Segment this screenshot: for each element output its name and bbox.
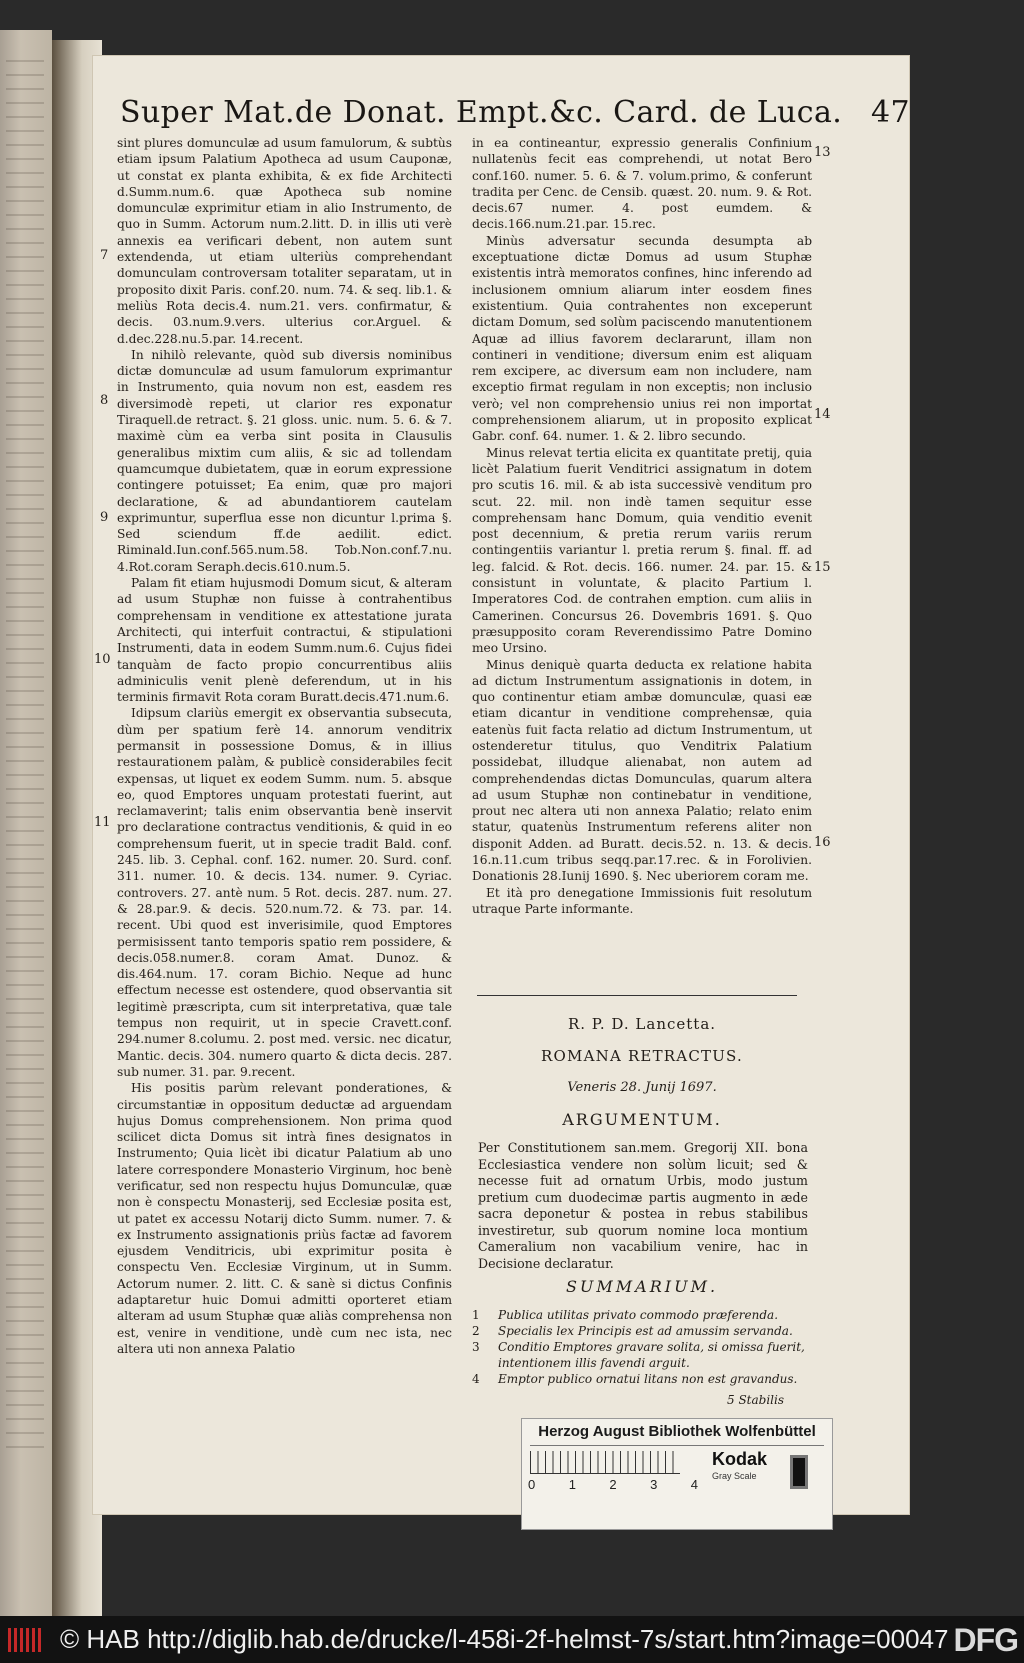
paragraph: Et ità pro denegatione Immissionis fuit resolutum utraque Parte informante. bbox=[472, 885, 812, 916]
paragraph: Minus deniquè quarta deducta ex relatione habita ad dictum Instrumentum assignationis in dotem, in quo continentur etiam ambæ domunculæ, quasi eæ etiam dicantur in venditione comprehensæ, quia eatenùs fuit facta relatio ad dictum Instrumentum, ut ostenderetur titulus, quo Venditrix Palatium possidebat, illudque alienabat, non autem ad comprehendendas dictas Domunculas, quarum altera ad usum Stuphæ non continebatur in venditione, prout nec altera uti non annexa Palatio; relato enim statur, quatenùs Instrumentum referens aliter non disponit Adden. ad Buratt. decis.52. n. 13. & decis. 16.n.11.cum tribus seqq.par.17.rec. & in Forolivien. Donationis 28.Iunij 1690. §. Nec uberiorem coram me. bbox=[472, 657, 812, 884]
kodak-brand: Kodak bbox=[712, 1449, 768, 1469]
page-number: 47 bbox=[871, 95, 910, 130]
left-text-column bbox=[117, 135, 452, 1357]
ruler-numbers: 0 1 2 3 4 bbox=[528, 1477, 698, 1492]
viewer-footer bbox=[0, 1616, 1024, 1663]
running-head-title: Super Mat.de Donat. Empt.&c. Card. de Luca. bbox=[120, 95, 843, 130]
right-text-column bbox=[472, 135, 812, 917]
summary-heading: SUMMARIUM. bbox=[565, 1277, 719, 1296]
running-head bbox=[120, 95, 910, 130]
case-date: Veneris 28. Junij 1697. bbox=[567, 1080, 717, 1095]
paragraph: Minus relevat tertia elicita ex quantitate pretij, quia licèt Palatium fuerit Venditrici assignatum in dotem pro scutis 16. mil. & ab ista successivè venditum pro scut. 22. mil. non indè tamen sequitur esse comprehensam hanc Domum, quia venditio evenit post decennium, & pretia rerum variis rerum contingentiis variantur l. pretia rerum §. final. ff. ad leg. falcid. & Rot. decis. 166. numer. 24. par. 15. & consistunt in voluntate, & placito Partium l. Imperatores Cod. de contrahen emption. cum aliis in Camerinen. Concursus 26. Dovembris 1691. §. Quo præsupposito coram Reverendissimo Patre Domino meo Ursino. bbox=[472, 445, 812, 656]
argument-text: Per Constitutionem san.mem. Gregorij XII. bona Ecclesiastica vendere non solùm licuit; sed & necesse fuit ad ornatum Urbis, modo justum pretium cum duodecimæ partis augmento in æde sacra deponetur & postea in rebus stabilibus investiretur, sub quorum nomine loca montium Cameralium non vacabilium venire, hac in Decisione declaratur. bbox=[478, 1140, 808, 1271]
summary-item: 3 Conditio Emptores gravare solita, si omissa fuerit, intentionem illis favendi arguit. bbox=[472, 1340, 805, 1370]
scale-ruler bbox=[530, 1451, 680, 1474]
document-page bbox=[92, 55, 910, 1515]
margin-number: 9 bbox=[100, 510, 109, 525]
gray-scale-label: Gray Scale bbox=[712, 1471, 757, 1481]
summary-item: 1 Publica utilitas privato commodo præferenda. bbox=[472, 1308, 779, 1322]
library-scan-label bbox=[521, 1418, 833, 1530]
summary-item: 2 Specialis lex Principis est ad amussim servanda. bbox=[472, 1324, 793, 1338]
source-url[interactable]: © HAB http://diglib.hab.de/drucke/l-458i-2f-helmst-7s/start.htm?image=00047 bbox=[60, 1624, 949, 1654]
margin-number: 14 bbox=[814, 407, 831, 422]
paragraph: in ea contineantur, expressio generalis Confinium nullatenùs fecit eas comprehendi, ut notat Bero conf.160. numer. 5. 6. & 7. volum.primo, & conferunt tradita per Cenc. de Censib. quæst. 20. num. 9. & Rot. decis.67 numer. 4. post eumdem. & decis.166.num.21.par. 15.rec. bbox=[472, 136, 812, 232]
dfg-logo: DFG bbox=[953, 1622, 1018, 1658]
paragraph: Palam fit etiam hujusmodi Domum sicut, & alteram ad usum Stuphæ non fuisse à contrahentibus comprehensam in venditione ex attestatione jurata Architecti, qui interfuit contractui, & stipulationi Instrumenti, data in eodem Summ.num.6. Cujus fidei tanquàm de facto propio concurrentibus aliis adminiculis venit plenè deferendum, ut in his terminis firmavit Rota coram Buratt.decis.471.num.6. bbox=[117, 576, 452, 705]
case-heading: R. P. D. Lancetta. bbox=[567, 1015, 717, 1033]
gray-scale-patch bbox=[790, 1455, 808, 1489]
library-name: Herzog August Bibliothek Wolfenbüttel bbox=[538, 1423, 816, 1440]
paragraph: Idipsum clariùs emergit ex observantia subsecuta, dùm per spatium ferè 14. annorum venditrix permansit in possessione Domus, & in illius restaurationem palàm, & publicè considerabiles fecit expensas, ut liquet ex eodem Summ. num. 5. absque eo, quod Emptores unquam protestati fuerint, aut reclamaverint; talis enim observantia benè inservit pro declaratione contractus venditionis, & quid in eo comprehensum fuerit, ut in specie tradit Bald. conf. 245. lib. 3. Cephal. conf. 162. numer. 20. Surd. conf. 311. numer. 10. & decis. 134. numer. 9. Cyriac. controvers. 27. antè num. 5 Rot. decis. 287. num. 27. & 28.par.9. & decis. 520.num.72. & 73. par. 14. recent. Ubi quod est inverisimile, quod Emptores permisissent tanto temporis spatio rem possidere, & decis.058.numer.8. coram Amat. Dunoz. & dis.464.num. 17. coram Bichio. Neque ad hunc effectum necesse est ostendere, quod observantia sit legitimè præscripta, cum sit interpretativa, quæ tale tempus non requirit, ut in specie Cravett.conf. 294.numer 8.columu. 2. post med. versic. nec dicatur, Mantic. decis. 304. numero quarto & dicta decis. 287. sub numer. 31. par. 9.recent. bbox=[117, 706, 452, 1079]
margin-number: 13 bbox=[814, 145, 831, 160]
summary-item: 4 Emptor publico ornatui litans non est gravandus. bbox=[472, 1372, 798, 1386]
hab-logo-icon bbox=[8, 1628, 44, 1652]
paragraph: Minùs adversatur secunda desumpta ab exceptuatione dictæ Domus ad usum Stuphæ existentis intrà memoratos confines, hinc inferendo ad inclusionem omnium aliarum inter eosdem fines existentium. Quia contrahentes non exceperunt dictam Domum, sed solùm paciscendo manutentionem Aquæ ad illius favorem declararunt, illam non contineri in venditione; diversum enim est aliquam rem excipere, ac diversum eam non includere, nam exceptio firmat regulam in non exceptis; non inclusio verò; vel non comprehensio unius rei non importat comprehensionem aliarum, ut in proposito explicat Gabr. conf. 64. numer. 1. & 2. libro secundo. bbox=[472, 233, 812, 444]
catchword: 5 Stabilis bbox=[727, 1393, 784, 1407]
margin-number: 10 bbox=[94, 652, 111, 667]
margin-number: 16 bbox=[814, 835, 831, 850]
paragraph: sint plures domunculæ ad usum famulorum, & subtùs etiam ipsum Palatium Apotheca ad usum Cauponæ, ut constat ex planta exhibita, & ex fide Architecti d.Summ.num.6. quæ Apotheca sub nomine domunculæ exprimitur etiam in alio Instrumento, de quo in Summ. Actorum num.2.litt. D. in illis uti verè annexis ea verificari debent, non autem sunt extendenda, ut etiam ulteriùs comprehendant domunculam controversam totaliter separatam, ut in proposito dixit Paris. conf.20. num. 74. & seq. lib.1. & meliùs Rota decis.4. num.21. vers. confirmatur, & decis. 03.num.9.vers. ulterius cor.Arguel. & d.dec.228.nu.5.par. 14.recent. bbox=[117, 136, 452, 346]
facing-page-edge bbox=[0, 30, 52, 1616]
case-name: ROMANA RETRACTUS. bbox=[541, 1047, 743, 1065]
paragraph: His positis parùm relevant ponderationes, & circumstantiæ in oppositum deductæ ad arguendam hujus Domus comprehensionem. Non prima quod scilicet dicta Domus sit intrà fines designatos in Instrumento; Quia licèt ibi dicatur Palatium ab uno latere correspondere Monasterio Virginum, hoc benè verificatur, sed non respectu hujus Domunculæ, quæ non è conspectu Monasterij, sed Ecclesiæ posita est, ut patet ex accessu Notarij dicto Summ. numer. 7. & ex Instrumento assignationis priùs factæ ad favorem ejusdem Venditricis, ubi exprimitur posita è conspectu Ven. Ecclesiæ Virginum, ut in Summ. Actorum numer. 2. litt. C. & sanè si dictus Confinis adaptaretur huic Domui admitti oporteret etiam alteram ad usum Stuphæ quæ aliàs comprehensa non est, venire in venditione, undè cum nec ista, nec altera uti non annexa Palatio bbox=[117, 1081, 452, 1356]
summary-list bbox=[472, 1307, 812, 1387]
margin-number: 11 bbox=[94, 815, 111, 830]
paragraph: In nihilò relevante, quòd sub diversis nominibus dictæ domunculæ ad usum famulorum exprimantur in Instrumento, quia novum non est, easdem res diversimodè repeti, ut clarior res exponatur Tiraquell.de retract. §. 21 gloss. unic. num. 5. 6. & 7. maximè cùm ea verba sint posita in Clausulis generalibus mixtim cum aliis, & sic ad tollendam quamcumque dubietatem, quæ in eorum expressione contingere potuisset; Ea enim, quæ pro majori declaratione, & ad abundantiorem cautelam exprimuntur, superflua esse non dicuntur l.prima §. Sed sciendum ff.de aedilit. edict. Riminald.Iun.conf.565.num.58. Tob.Non.conf.7.nu. 4.Rot.coram Seraph.decis.610.num.5. bbox=[117, 347, 452, 574]
margin-number: 7 bbox=[100, 248, 109, 263]
section-divider bbox=[477, 995, 797, 996]
margin-number: 8 bbox=[100, 393, 109, 408]
argument-heading: ARGUMENTUM. bbox=[562, 1110, 722, 1129]
margin-number: 15 bbox=[814, 560, 831, 575]
